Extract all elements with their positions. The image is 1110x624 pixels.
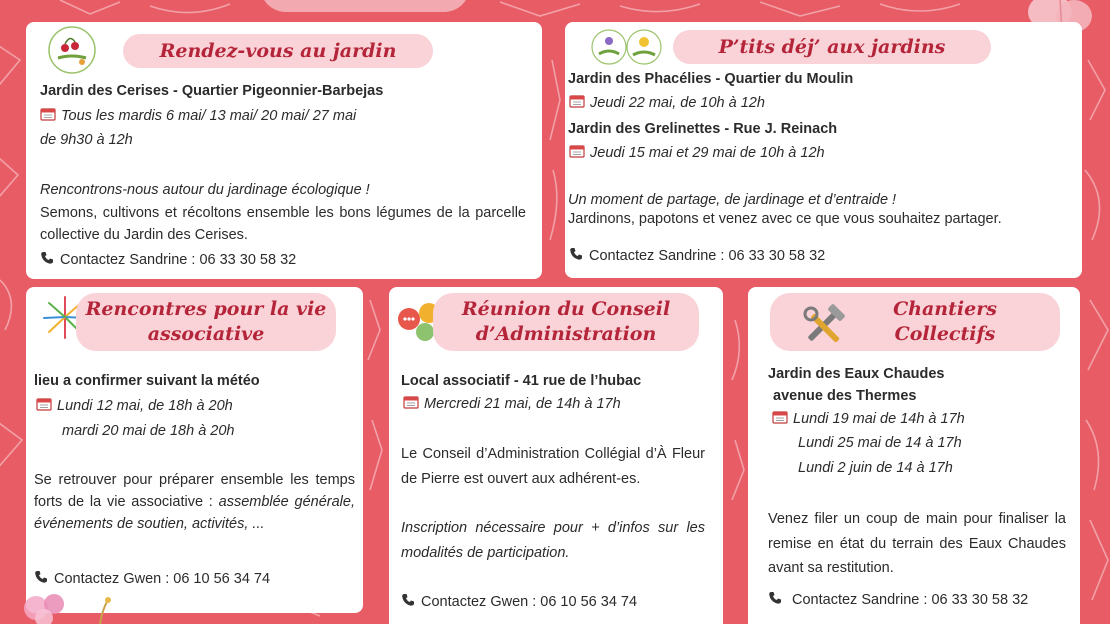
title-line-1: Rencontres pour la vie bbox=[85, 298, 327, 320]
contact-text: Contactez Sandrine : 06 33 30 58 32 bbox=[60, 252, 297, 268]
location-text: lieu a confirmer suivant la météo bbox=[34, 373, 260, 389]
title-text: P’tits déj’ aux jardins bbox=[718, 36, 946, 58]
garden-logo bbox=[48, 26, 96, 74]
phone-icon bbox=[401, 593, 415, 607]
description-text: Semons, cultivons et récoltons ensemble les bons légumes de la parcelle collective du Jardin des Cerises. bbox=[40, 205, 526, 243]
card-ptits-dej bbox=[565, 22, 1082, 278]
title-text: Rendez-vous au jardin bbox=[159, 40, 397, 62]
time-text: de 9h30 à 12h bbox=[40, 132, 133, 148]
flowers-deco bbox=[14, 592, 124, 624]
title-line-1: Chantiers bbox=[893, 298, 997, 320]
date-line-3: Lundi 2 juin de 14 à 17h bbox=[798, 460, 953, 476]
date-line bbox=[40, 105, 356, 127]
title-line-2: d’Administration bbox=[475, 323, 657, 345]
garden-logos bbox=[591, 28, 663, 66]
calendar-icon bbox=[569, 144, 585, 158]
date-line bbox=[403, 393, 621, 415]
contact-text: Contactez Gwen : 06 10 56 34 74 bbox=[421, 594, 638, 610]
card-chantiers-collectifs bbox=[748, 287, 1080, 624]
calendar-icon bbox=[40, 107, 56, 121]
date-text: Lundi 12 mai, de 18h à 20h bbox=[57, 398, 233, 414]
card-title bbox=[433, 293, 699, 351]
date-line-1 bbox=[36, 395, 233, 417]
description-text: Le Conseil d’Administration Collégial d’À Fleur de Pierre est ouvert aux adhérent-es. bbox=[401, 446, 705, 487]
phone-icon bbox=[40, 251, 54, 265]
card-title bbox=[76, 293, 336, 351]
card-rendez-vous-au-jardin bbox=[26, 22, 542, 279]
date-text: Mercredi 21 mai, de 14h à 17h bbox=[424, 396, 621, 412]
date-text: Lundi 19 mai de 14h à 17h bbox=[793, 411, 965, 427]
intro-text: Rencontrons-nous autour du jardinage écologique ! bbox=[40, 182, 370, 198]
phone-icon bbox=[768, 591, 782, 605]
contact-line bbox=[401, 591, 637, 613]
card-vie-associative bbox=[26, 287, 363, 613]
tools-icon bbox=[796, 301, 850, 351]
garden-name-2: Jardin des Grelinettes - Rue J. Reinach bbox=[568, 121, 838, 137]
calendar-icon bbox=[36, 397, 52, 411]
contact-line bbox=[768, 589, 1028, 611]
description-text: Jardinons, papotons et venez avec ce que vous souhaitez partager. bbox=[568, 211, 1002, 227]
date-text: Jeudi 15 mai et 29 mai de 10h à 12h bbox=[590, 145, 825, 161]
description-italic: assemblée générale, événements de soutien, activités, ... bbox=[34, 494, 355, 532]
location-line-1: Jardin des Eaux Chaudes bbox=[768, 366, 945, 382]
contact-line bbox=[40, 249, 296, 271]
location-line-2: avenue des Thermes bbox=[773, 388, 917, 404]
title-line-1: Réunion du Conseil bbox=[461, 298, 671, 320]
description-text bbox=[34, 469, 355, 535]
phone-icon bbox=[569, 247, 583, 261]
contact-line bbox=[569, 245, 825, 267]
garden-name-1: Jardin des Phacélies - Quartier du Moulin bbox=[568, 71, 854, 87]
description-text: Venez filer un coup de main pour finaliser la remise en état du terrain des Eaux Chaudes avant sa restitution. bbox=[768, 511, 1066, 576]
date-line-2: Lundi 25 mai de 14 à 17h bbox=[798, 435, 962, 451]
contact-line bbox=[34, 568, 270, 590]
date-line-2: mardi 20 mai de 18h à 20h bbox=[62, 423, 235, 439]
intro-text: Un moment de partage, de jardinage et d’entraide ! bbox=[568, 192, 897, 208]
title-line-2: associative bbox=[147, 323, 265, 345]
card-title bbox=[123, 34, 433, 68]
location-text: Local associatif - 41 rue de l’hubac bbox=[401, 373, 642, 389]
card-title bbox=[673, 30, 991, 64]
title-line-2: Collectifs bbox=[894, 323, 996, 345]
date-text: Jeudi 22 mai, de 10h à 12h bbox=[590, 95, 765, 111]
contact-text: Contactez Gwen : 06 10 56 34 74 bbox=[54, 571, 271, 587]
top-decoration bbox=[260, 0, 470, 12]
date-text: Tous les mardis 6 mai/ 13 mai/ 20 mai/ 27 mai bbox=[61, 108, 357, 124]
contact-text: Contactez Sandrine : 06 33 30 58 32 bbox=[792, 592, 1029, 608]
description-plain: Se retrouver pour préparer ensemble les temps forts de la vie associative : bbox=[34, 472, 355, 510]
card-conseil-administration bbox=[389, 287, 723, 624]
calendar-icon bbox=[569, 94, 585, 108]
note-text: Inscription nécessaire pour + d’infos sur les modalités de participation. bbox=[401, 520, 705, 561]
garden-name: Jardin des Cerises - Quartier Pigeonnier-Barbejas bbox=[40, 83, 384, 99]
date-line-1 bbox=[569, 92, 765, 114]
contact-text: Contactez Sandrine : 06 33 30 58 32 bbox=[589, 248, 826, 264]
date-line-2 bbox=[569, 142, 825, 164]
date-line-1 bbox=[772, 408, 965, 430]
calendar-icon bbox=[403, 395, 419, 409]
calendar-icon bbox=[772, 410, 788, 424]
phone-icon bbox=[34, 570, 48, 584]
